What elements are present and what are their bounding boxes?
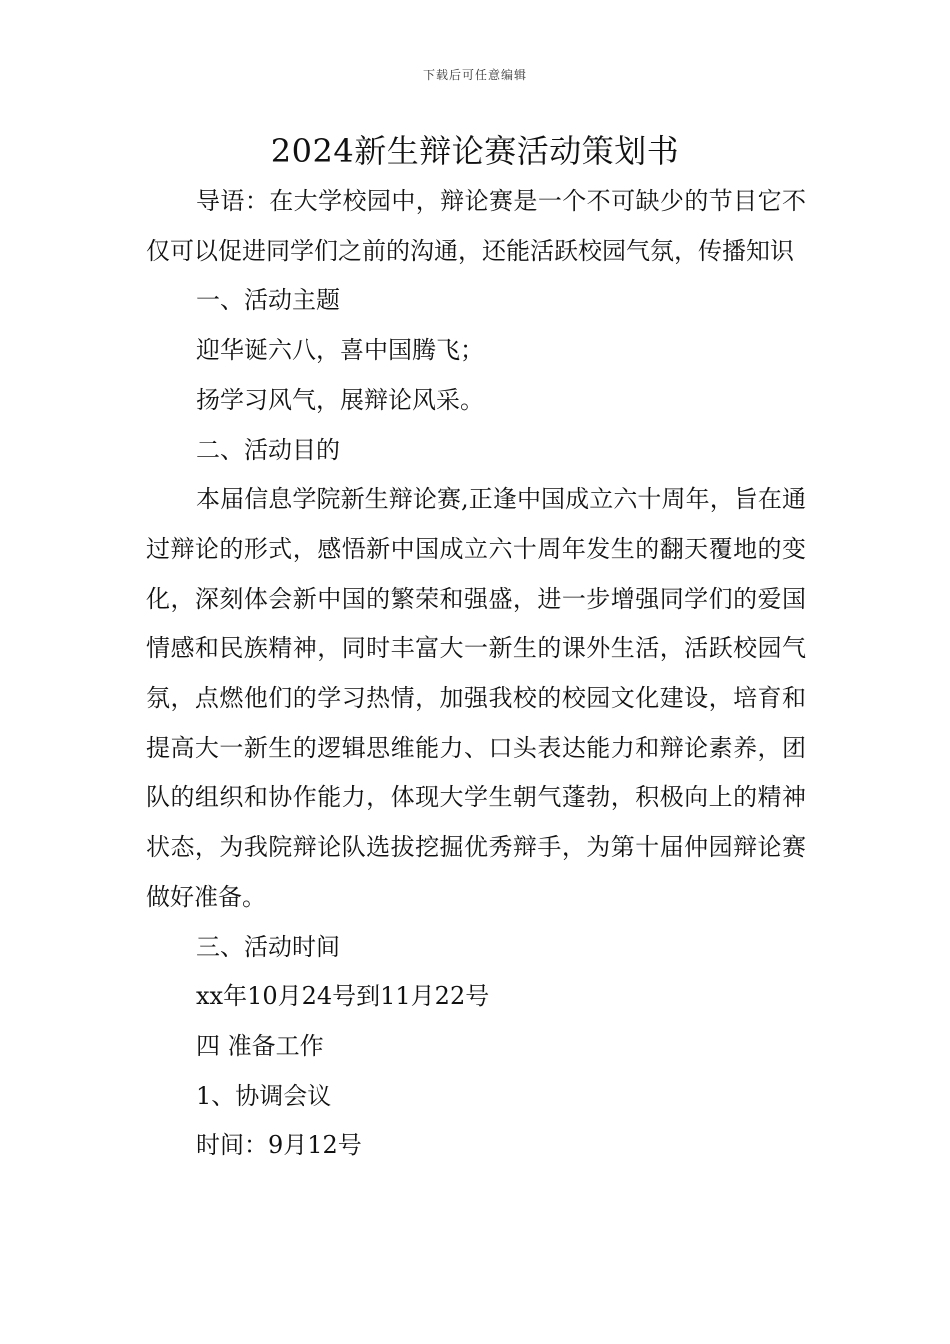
theme-line-1: 迎华诞六八，喜中国腾飞；	[196, 336, 484, 365]
theme-line-2: 扬学习风气，展辩论风采。	[196, 385, 484, 414]
document-title: 2024新生辩论赛活动策划书	[270, 132, 680, 170]
section-heading-time: 三、活动时间	[196, 932, 340, 961]
subsection-meeting: 1、协调会议	[196, 1081, 332, 1110]
section-heading-purpose: 二、活动目的	[196, 435, 340, 464]
meeting-time: 时间：9月12号	[196, 1131, 362, 1160]
section-heading-theme: 一、活动主题	[196, 286, 340, 315]
intro-paragraph: 导语：在大学校园中，辩论赛是一个不可缺少的节目它不仅可以促进同学们之前的沟通，还能活跃校园气氛，传播知识	[146, 187, 806, 265]
activity-time: xx年10月24号到11月22号	[196, 982, 490, 1011]
section-heading-preparation: 四 准备工作	[196, 1031, 324, 1060]
purpose-paragraph: 本届信息学院新生辩论赛,正逢中国成立六十周年，旨在通过辩论的形式，感悟新中国成立六十周年发生的翻天覆地的变化，深刻体会新中国的繁荣和强盛，进一步增强同学们的爱国情感和民族精神，同时丰富大一新生的课外生活，活跃校园气氛，点燃他们的学习热情，加强我校的校园文化建设，培育和提高大一新生的逻辑思维能力、口头表达能力和辩论素养，团队的组织和协作能力，体现大学生朝气蓬勃，积极向上的精神状态，为我院辩论队选拔挖掘优秀辩手，为第十届仲园辩论赛做好准备。	[146, 485, 806, 911]
header-note: 下载后可任意编辑	[422, 68, 527, 82]
document-body	[146, 177, 806, 1171]
